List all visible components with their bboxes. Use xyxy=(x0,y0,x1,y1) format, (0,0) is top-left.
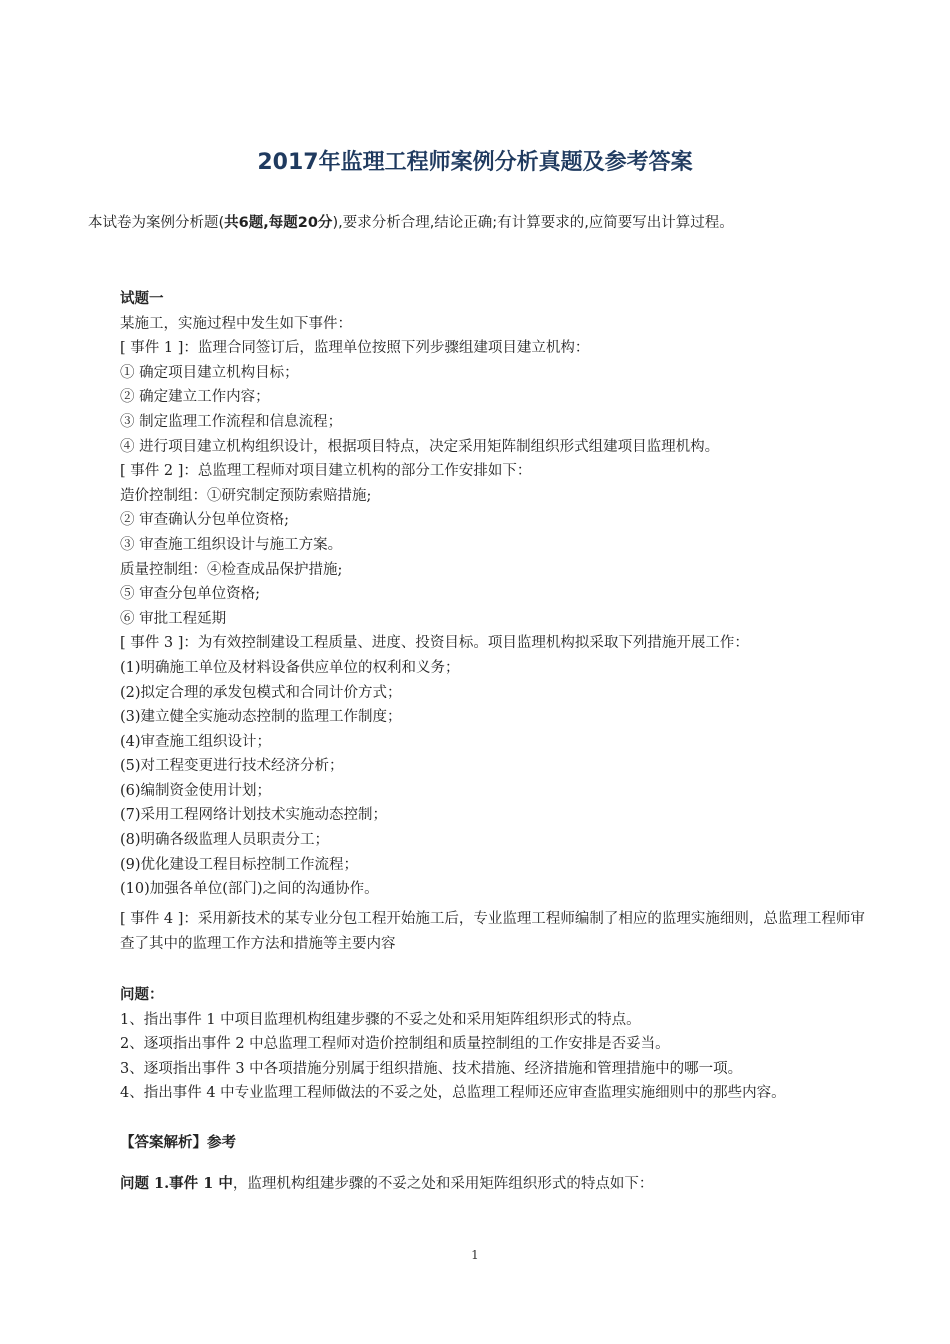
text-line: ⑤ 审查分包单位资格; xyxy=(120,586,260,603)
text-line: (2)拟定合理的承发包模式和合同计价方式； xyxy=(120,684,402,701)
intro-bold: 共6题,每题20分 xyxy=(224,215,333,231)
text-line: ⑥ 审批工程延期 xyxy=(120,610,227,627)
question-item: 3、逐项指出事件 3 中各项措施分别属于组织措施、技术措施、经济措施和管理措施中的哪一项。 xyxy=(120,1060,743,1077)
text-line: (4)审查施工组织设计； xyxy=(120,733,272,750)
text-line: (5)对工程变更进行技术经济分析； xyxy=(120,758,344,775)
text-line: ② 审查确认分包单位资格; xyxy=(120,512,289,529)
text-line: 某施工，实施过程中发生如下事件： xyxy=(120,315,352,332)
text-line: (9)优化建设工程目标控制工作流程； xyxy=(120,856,359,873)
text-line: (1)明确施工单位及材料设备供应单位的权利和义务； xyxy=(120,659,460,676)
questions-title: 问题： xyxy=(120,987,164,1003)
text-line: 质量控制组：④检查成品保护措施; xyxy=(120,561,343,578)
event-4-paragraph xyxy=(88,907,878,956)
text-line: 造价控制组：①研究制定预防索赔措施; xyxy=(120,487,372,504)
question-item: 2、逐项指出事件 2 中总监理工程师对造价控制组和质量控制组的工作安排是否妥当。 xyxy=(120,1036,670,1053)
question-one-body xyxy=(120,287,880,902)
text-line: ④ 进行项目建立机构组织设计，根据项目特点，决定采用矩阵制组织形式组建项目监理机构。 xyxy=(120,438,720,455)
section-title: 试题一 xyxy=(120,291,164,307)
page-number: 1 xyxy=(471,1248,479,1262)
text-line: (10)加强各单位(部门)之间的沟通协作。 xyxy=(120,881,379,898)
intro-post: ),要求分析合理,结论正确;有计算要求的,应简要写出计算过程。 xyxy=(332,215,734,231)
text-line: [ 事件 1 ]：监理合同签订后，监理单位按照下列步骤组建项目建立机构： xyxy=(120,340,590,357)
text-line: [ 事件 3 ]：为有效控制建设工程质量、进度、投资目标。项目监理机构拟采取下列措施开展工作： xyxy=(120,635,749,652)
question-item: 4、指出事件 4 中专业监理工程师做法的不妥之处，总监理工程师还应审查监理实施细则中的那些内容。 xyxy=(120,1085,786,1102)
answer-1-bold: 问题 1.事件 1 中 xyxy=(120,1175,233,1192)
intro-pre: 本试卷为案例分析题( xyxy=(88,215,225,231)
text-line: (8)明确各级监理人员职责分工； xyxy=(120,832,330,849)
answer-1-line xyxy=(120,1172,653,1193)
text-line: ③ 审查施工组织设计与施工方案。 xyxy=(120,536,343,553)
page-title: 2017年监理工程师案例分析真题及参考答案 xyxy=(257,150,693,175)
text-line: (3)建立健全实施动态控制的监理工作制度； xyxy=(120,709,402,726)
text-line: (7)采用工程网络计划技术实施动态控制； xyxy=(120,807,388,824)
text-line: (6)编制资金使用计划； xyxy=(120,782,272,799)
event-4-text: [ 事件 4 ]：采用新技术的某专业分包工程开始施工后，专业监理工程师编制了相应的监理实施细则，总监理工程师审查了其中的监理工作方法和措施等主要内容 xyxy=(120,911,865,952)
text-line: ③ 制定监理工作流程和信息流程； xyxy=(120,413,343,430)
text-line: ① 确定项目建立机构目标； xyxy=(120,364,299,381)
answer-title: 【答案解析】参考 xyxy=(120,1135,236,1151)
answer-1-rest: ，监理机构组建步骤的不妥之处和采用矩阵组织形式的特点如下： xyxy=(232,1176,654,1192)
questions-block xyxy=(120,983,880,1106)
text-line: [ 事件 2 ]：总监理工程师对项目建立机构的部分工作安排如下： xyxy=(120,463,532,480)
text-line: ② 确定建立工作内容； xyxy=(120,389,270,406)
question-item: 1、指出事件 1 中项目监理机构组建步骤的不妥之处和采用矩阵组织形式的特点。 xyxy=(120,1011,641,1028)
intro-paragraph xyxy=(88,211,888,232)
